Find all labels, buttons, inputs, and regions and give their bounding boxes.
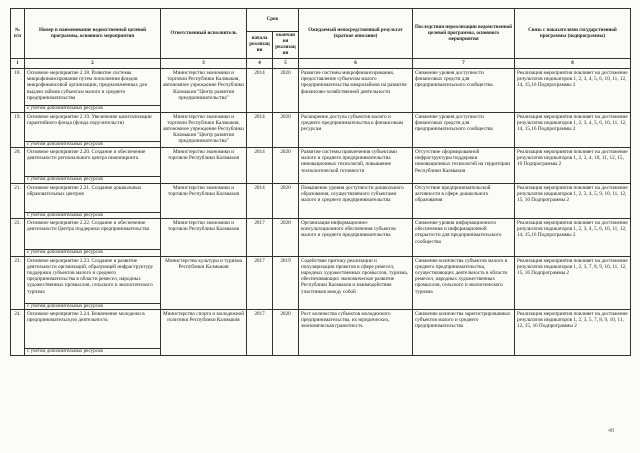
indicator-link: Реализация мероприятия повлияет на достижение результатов индикаторов 1, 2, 3, 5, 7, 8, 9, 10, 11, 12, 15, 16 Подпрограммы 2 [515, 310, 631, 356]
column-number: 1 [11, 59, 25, 69]
responsible-executor: Министерство экономики и торговли Республики Калмыкия [161, 183, 247, 219]
column-number: 2 [25, 59, 161, 69]
consequences: Снижение количества субъектов малого и среднего предпринимательства, осуществляющих деятельность в области ремесел, народных художественных промыслов, сельского и экологического туризма [413, 256, 515, 310]
table-row [11, 69, 631, 106]
end-year: 2020 [273, 219, 299, 257]
column-number: 8 [515, 59, 631, 69]
row-number: 24. [11, 310, 25, 356]
consequences: Отсутствие предпринимательской активности в сфере дошкольного образования [413, 183, 515, 219]
measure-name: Основное мероприятие 2.18. Развитие системы микрофинансирования путем пополнения фондов микрофинансовой организации, предназначенных для выдачи займов субъектам малого и среднего предпринимательства [25, 69, 161, 106]
additional-resources-label: с учетом дополнительных ресурсов [25, 349, 161, 356]
column-number: 3 [161, 59, 247, 69]
measure-name: Основное мероприятие 2.23. Создание и развитие деятельности организаций, образующей инфраструктуру поддержки субъектов малого и среднего предпринимательства в области ремесел, народных художественных промыслов, сельского и экологического туризма [25, 256, 161, 303]
table-row [11, 256, 631, 303]
additional-resources-label: с учетом дополнительных ресурсов [25, 106, 161, 113]
table-row [11, 112, 631, 141]
row-number: 18. [11, 69, 25, 113]
expected-result: Содействие притоку реализации и популяризации проектов в сфере ремесел, народных художественных промыслов, туризма, обеспечивающих экономическое развитие Республики Калмыкия и взаимодействие участников между собой [299, 256, 413, 310]
additional-resources-label: с учетом дополнительных ресурсов [25, 303, 161, 310]
start-year: 2014 [247, 69, 273, 113]
indicator-link: Реализация мероприятия повлияет на достижение результатов индикаторов 1, 2, 3, 4, 5, 6, 10, 11, 12, 14, 15,16 Подпрограммы 2 [515, 112, 631, 148]
header-result: Ожидаемый непосредственный результат (краткое описание) [299, 9, 413, 59]
header-no: № п/п [11, 9, 25, 59]
consequences: Снижение количества зарегистрированных субъектов малого и среднего предпринимательства [413, 310, 515, 356]
indicator-link: Реализация мероприятия повлияет на достижение результатов индикаторов 1, 2, 3, 4, 10, 11, 12, 15, 16 Подпрограммы 2 [515, 148, 631, 184]
row-number: 22. [11, 219, 25, 257]
start-year: 2017 [247, 310, 273, 356]
indicator-link: Реализация мероприятия повлияет на достижение результатов индикаторов 1, 2, 3, 7, 8, 9, 10, 11, 12, 15, 16 Подпрограммы 2 [515, 256, 631, 310]
expected-result: Организация информационно-консультационного обеспечения субъектов малого и среднего предпринимательства [299, 219, 413, 257]
row-number: 21. [11, 183, 25, 219]
end-year: 2020 [273, 183, 299, 219]
column-number: 6 [299, 59, 413, 69]
header-term: Срок [247, 9, 299, 32]
start-year: 2014 [247, 112, 273, 148]
additional-resources-label: с учетом дополнительных ресурсов [25, 141, 161, 148]
table-row [11, 219, 631, 250]
table-row [11, 148, 631, 177]
header-consequences: Последствия нереализации ведомственной целевой программы, основного мероприятия [413, 9, 515, 59]
consequences: Снижение уровня доступности финансовых средств для предпринимательского сообщества [413, 112, 515, 148]
header-name: Номер и наименование ведомственной целевой программы, основного мероприятия [25, 9, 161, 59]
responsible-executor: Министерство культуры и туризма Республики Калмыкия [161, 256, 247, 310]
row-number: 20. [11, 148, 25, 184]
expected-result: Развитие системы привлечения субъектами малого и среднего предпринимательства инновационных технологий, повышение технологической готовности [299, 148, 413, 184]
indicator-link: Реализация мероприятия повлияет на достижение результатов индикаторов 1, 2, 3, 4, 5, 6, 10, 11, 12, 14, 15,16 Подпрограммы 2 [515, 69, 631, 113]
end-year: 2020 [273, 310, 299, 356]
responsible-executor: Министерство экономики и торговли Республики Калмыкия, автономное учреждение Республики Калмыкия "Центр развития предпринимательства" [161, 112, 247, 148]
column-numbers-row [11, 59, 631, 69]
column-number: 4 [247, 59, 273, 69]
start-year: 2014 [247, 148, 273, 184]
table-row [11, 183, 631, 212]
additional-resources-label: с учетом дополнительных ресурсов [25, 212, 161, 219]
row-number: 23. [11, 256, 25, 310]
end-year: 2019 [273, 256, 299, 310]
indicator-link: Реализация мероприятия повлияет на достижение результатов индикаторов 1, 2, 3, 4, 5, 9, 10, 11, 12, 15, 16 Подпрограммы 2 [515, 183, 631, 219]
header-start: начала реализации [247, 32, 273, 59]
consequences: Отсутствие сформированной инфраструктуры поддержки инновационных технологий на территории Республики Калмыкия [413, 148, 515, 184]
start-year: 2017 [247, 256, 273, 310]
consequences: Снижение уровня информационного обеспечения и информационной открытости для предпринимательского сообщества [413, 219, 515, 257]
indicator-link: Реализация мероприятия повлияет на достижение результатов индикаторов 1, 2, 3, 4, 5, 6, 10, 11, 12, 14, 15,16 Подпрограммы 2 [515, 219, 631, 257]
measure-name: Основное мероприятие 2.22. Создание и обеспечение деятельности Центра поддержки предпринимательства [25, 219, 161, 250]
end-year: 2020 [273, 148, 299, 184]
measure-name: Основное мероприятие 2.24. Вовлечение молодежи в предпринимательскую деятельность [25, 310, 161, 349]
end-year: 2020 [273, 69, 299, 113]
responsible-executor: Министерство экономики и торговли Республики Калмыкия [161, 148, 247, 184]
start-year: 2014 [247, 183, 273, 219]
header-end: окончания реализации [273, 32, 299, 59]
table-body [11, 69, 631, 356]
responsible-executor: Министерство экономики и торговли Республики Калмыкия [161, 219, 247, 257]
expected-result: Рост количества субъектов молодежного предпринимательства, их юридических, экономическая грамотность [299, 310, 413, 356]
header-responsible: Ответственный исполнитель [161, 9, 247, 59]
expected-result: Расширение доступа субъектов малого и среднего предпринимательства к финансовым ресурсам [299, 112, 413, 148]
additional-resources-label: с учетом дополнительных ресурсов [25, 177, 161, 184]
expected-result: Развитие системы микрофинансирования, предоставление субъектам малого предпринимательства микрозаймов на развитие финансово-хозяйственной деятельности [299, 69, 413, 113]
additional-resources-label: с учетом дополнительных ресурсов [25, 250, 161, 257]
table-row [11, 310, 631, 349]
page-number: 48 [608, 428, 614, 434]
consequences: Снижение уровня доступности финансовых средств для предпринимательского сообщества [413, 69, 515, 113]
row-number: 19. [11, 112, 25, 148]
table-header-row [11, 9, 631, 32]
column-number: 5 [273, 59, 299, 69]
header-link: Связь с показателями государственной программы (подпрограммы) [515, 9, 631, 59]
start-year: 2017 [247, 219, 273, 257]
column-number: 7 [413, 59, 515, 69]
expected-result: Повышение уровня доступности дошкольного образования, осуществляемого субъектами малого и среднего предпринимательства [299, 183, 413, 219]
measure-name: Основное мероприятие 2.21. Создание дошкольных образовательных центров [25, 183, 161, 212]
responsible-executor: Министерство спорта и молодежной политики Республики Калмыкия [161, 310, 247, 356]
end-year: 2020 [273, 112, 299, 148]
responsible-executor: Министерство экономики и торговли Республики Калмыкия, автономное учреждение Республики Калмыкия "Центр развития предпринимательства" [161, 69, 247, 113]
program-table [10, 8, 631, 356]
measure-name: Основное мероприятие 2.20. Создание и обеспечение деятельности регионального центра инжиниринга [25, 148, 161, 177]
measure-name: Основное мероприятие 2.19. Увеличение капитализации гарантийного фонда (фонда поручительств) [25, 112, 161, 141]
